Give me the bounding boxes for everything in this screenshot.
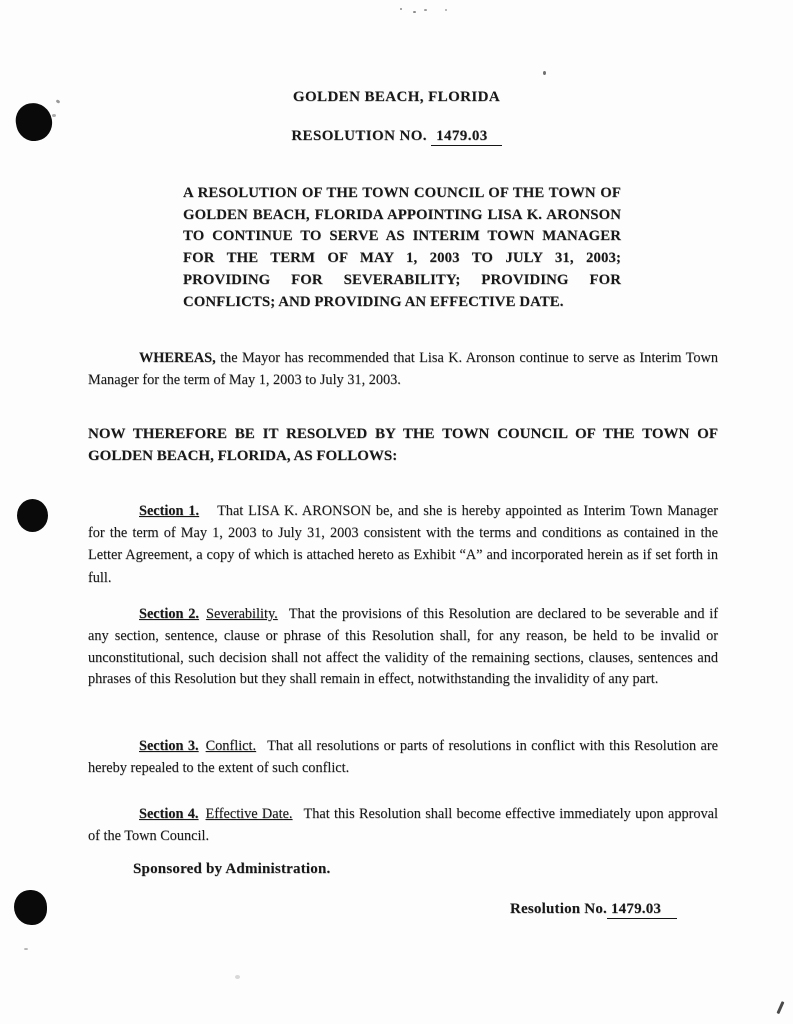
resolved-heading-line: GOLDEN BEACH, FLORIDA, AS FOLLOWS: — [88, 448, 398, 464]
resolution-number-value: 1479.03 — [431, 128, 502, 146]
pen-slash-mark — [776, 1001, 784, 1014]
section-4-subtitle: Effective Date. — [205, 806, 293, 822]
scan-speckle — [413, 11, 416, 13]
section-2-subtitle: Severability. — [206, 606, 278, 622]
footer-resolution-number — [510, 901, 677, 918]
resolution-title-line: CONFLICTS; AND PROVIDING AN EFFECTIVE DATE. — [183, 293, 564, 310]
resolution-title-block — [183, 183, 621, 313]
section-3-subtitle: Conflict. — [205, 738, 257, 754]
section-3-paragraph — [88, 736, 718, 779]
section-2-text: That the provisions of this Resolution are declared to be severable and if any section, sentence, clause or phrase of this Resolution shall, for any reason, be held to be invalid or unconstitutional, such decision shall not affect the validity of the remaining sections, clauses, sentences and phrases of this Resolution but they shall remain in effect, notwithstanding the invalidity of any part. — [88, 606, 719, 688]
section-1-label: Section 1. — [139, 503, 200, 519]
scan-speckle — [424, 9, 427, 11]
scan-speckle — [52, 114, 56, 117]
footer-resolution-label: Resolution No. — [510, 901, 607, 917]
whereas-clause — [88, 348, 718, 391]
section-4-label: Section 4. — [139, 806, 199, 822]
resolution-title-line: A RESOLUTION OF THE TOWN COUNCIL OF THE TOWN OF — [183, 185, 621, 201]
hole-punch-mark-middle — [17, 499, 48, 532]
footer-resolution-value: 1479.03 — [607, 901, 677, 919]
whereas-lead: WHEREAS, — [139, 350, 216, 366]
sponsored-by-line: Sponsored by Administration. — [133, 861, 331, 877]
resolution-title-line: TO CONTINUE TO SERVE AS INTERIM TOWN MANAGER — [183, 228, 621, 245]
section-1-text: That LISA K. ARONSON be, and she is hereby appointed as Interim Town Manager for the term of May 1, 2003 to July 31, 2003 consistent with the terms and conditions as contained in the Letter Agreement, a copy of which is attached hereto as Exhibit “A” and incorporated herein as if set forth in full. — [88, 503, 719, 586]
section-4-text: That this Resolution shall become effective immediately upon approval of the Town Council. — [88, 806, 718, 844]
scan-speckle — [235, 975, 240, 979]
scan-speckle — [543, 71, 546, 75]
resolution-title-line: GOLDEN BEACH, FLORIDA APPOINTING LISA K. ARONSON — [183, 206, 621, 223]
resolution-number-heading — [0, 128, 793, 145]
hole-punch-mark-bottom — [14, 890, 47, 925]
scan-speckle — [24, 948, 28, 950]
resolved-heading — [88, 423, 718, 467]
document-location-heading: GOLDEN BEACH, FLORIDA — [292, 89, 501, 105]
whereas-text: the Mayor has recommended that Lisa K. Aronson continue to serve as Interim Town Manager for the term of May 1, 2003 to July 31, 2003. — [88, 350, 718, 388]
resolution-title-line: FOR THE TERM OF MAY 1, 2003 TO JULY 31, 2003; — [183, 250, 621, 267]
section-2-paragraph — [88, 604, 718, 691]
section-1-paragraph — [88, 500, 718, 589]
resolution-number-label: RESOLUTION NO. — [291, 128, 427, 144]
section-4-paragraph — [88, 804, 718, 847]
section-3-label: Section 3. — [139, 738, 199, 754]
resolution-title-line: PROVIDING FOR SEVERABILITY; PROVIDING FOR — [183, 271, 621, 288]
resolved-heading-line: NOW THEREFORE BE IT RESOLVED BY THE TOWN COUNCIL OF THE TOWN OF — [88, 426, 718, 442]
scan-speckle — [445, 9, 447, 11]
scan-speckle — [400, 8, 402, 10]
section-3-text: That all resolutions or parts of resolutions in conflict with this Resolution are hereby repealed to the extent of such conflict. — [88, 738, 718, 776]
section-2-label: Section 2. — [139, 606, 200, 622]
